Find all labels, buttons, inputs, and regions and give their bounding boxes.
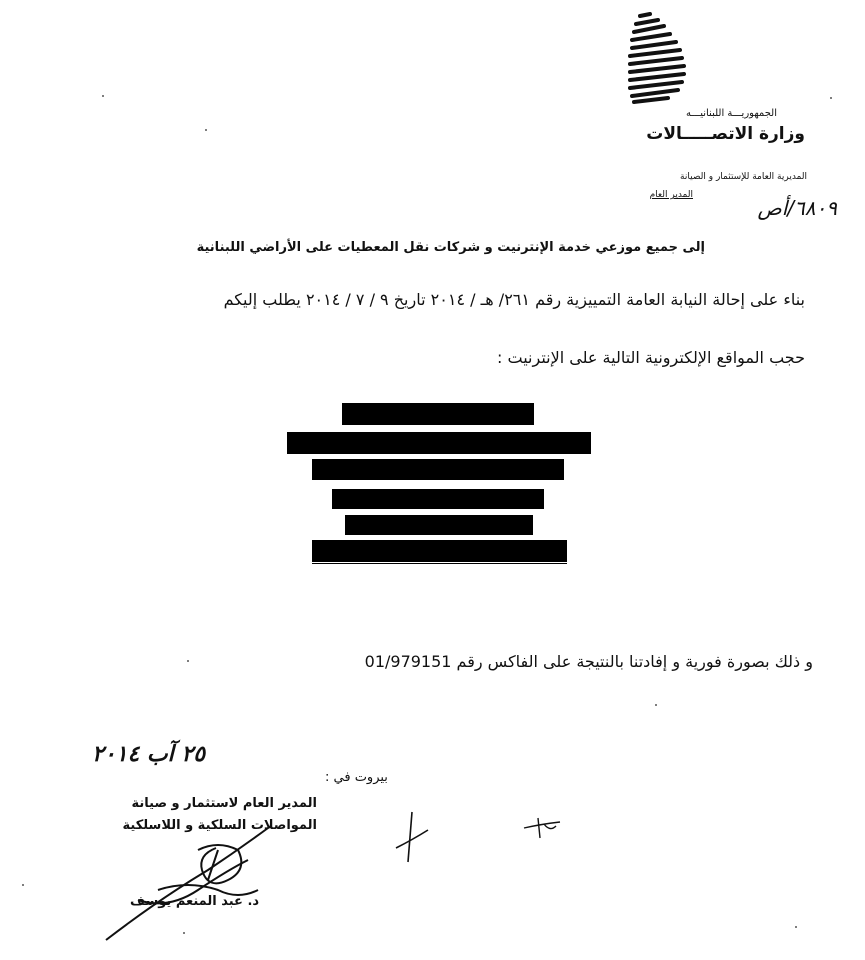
redacted-item [345,515,533,535]
closing-line: و ذلك بصورة فورية و إفادتنا بالنتيجة على الفاكس رقم 01/979151 [364,652,813,671]
scan-speck [205,129,207,131]
place-label: بيروت في : [325,770,388,785]
redacted-underline [312,563,567,564]
signatory-title-2: المواصلات السلكية و اللاسلكية [122,818,317,833]
body-line-2: حجب المواقع الإلكترونية التالية على الإنترنيت : [497,348,805,367]
signatory-title-1: المدير العام لاستثمار و صيانة [131,796,317,811]
letterhead-directorate: المديرية العامة للإستثمار و الصيانة [680,172,807,182]
initial-mark-icon [522,816,562,840]
letterhead-republic: الجمهوريـــة اللبنانيـــه [686,108,777,119]
scan-speck [102,95,104,97]
signature-scribble-icon [98,820,278,950]
scan-speck [187,660,189,662]
initial-mark-icon [392,810,432,865]
redacted-item [332,489,544,509]
scan-speck [655,704,657,706]
body-line-1: بناء على إحالة النيابة العامة التمييزية رقم ٢٦١/ هـ / ٢٠١٤ تاريخ ٩ / ٧ / ٢٠١٤ يطلب إليكم [223,290,805,309]
redacted-item [287,432,591,454]
redacted-item [312,540,567,562]
scan-speck [183,932,185,934]
redacted-item [342,403,534,425]
letterhead-director-title: المدير العام [649,190,693,200]
letterhead-ministry: وزارة الاتصـــــالات [646,124,805,144]
scan-speck [795,926,797,928]
scan-speck [22,884,24,886]
scan-speck [830,97,832,99]
cedar-logo-icon [628,12,688,104]
handwritten-date: ٢٥ آب ٢٠١٤ [92,742,206,767]
redacted-item [312,459,564,480]
signatory-name: د. عبد المنعم يوسف [130,894,260,909]
addressee-line: إلى جميع موزعي خدمة الإنترنيت و شركات نقل المعطيات على الأراضي اللبنانية [196,240,705,255]
reference-number: ٦٨٠٩/أص [757,196,837,220]
